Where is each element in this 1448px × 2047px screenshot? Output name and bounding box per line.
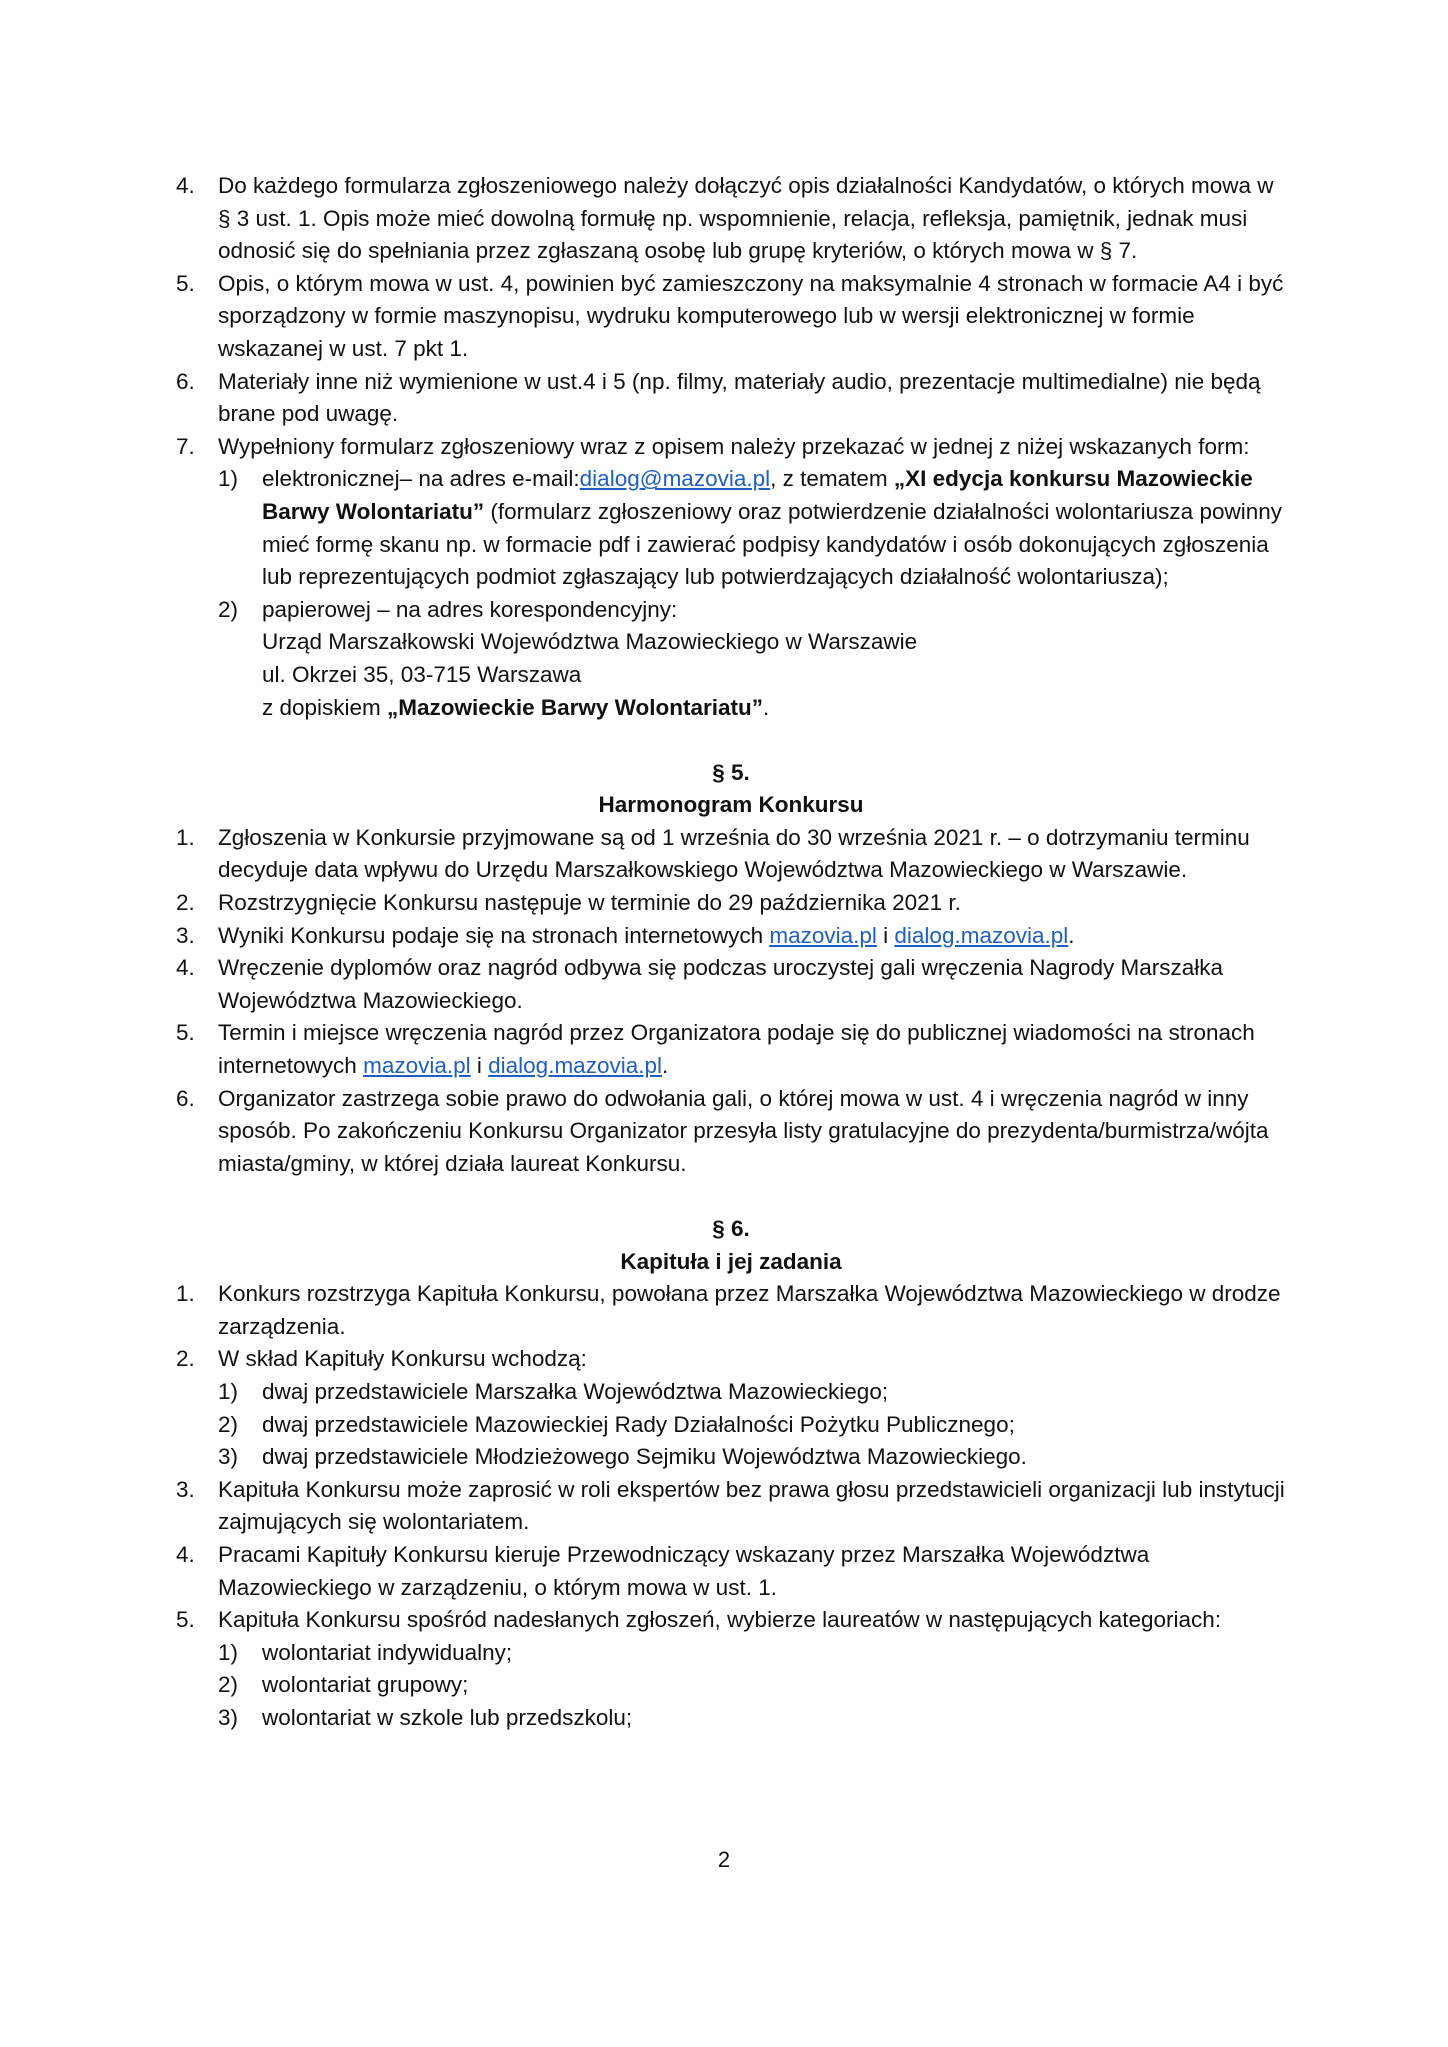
sub-item	[176, 1376, 1286, 1409]
list-item	[176, 952, 1286, 1017]
list-item	[176, 1278, 1286, 1343]
section-symbol	[176, 1213, 1286, 1246]
item-number: 4.	[176, 955, 195, 981]
item-number: 6.	[176, 368, 195, 394]
sub-item-number: 2)	[218, 1411, 239, 1437]
sub-item-text: , z tematem	[770, 466, 894, 492]
item-text: Pracami Kapituły Konkursu kieruje Przewodniczący wskazany przez Marszałka Województwa Mazowieckiego w zarządzeniu, o którym mowa w ust. 1.	[218, 1541, 1150, 1600]
item-number: 4.	[176, 1541, 195, 1567]
sub-item-number: 1)	[218, 1639, 239, 1665]
item-number: 4.	[176, 173, 195, 198]
sub-item-number: 3)	[218, 1704, 239, 1730]
address-line: Urząd Marszałkowski Województwa Mazowieckiego w Warszawie	[262, 629, 918, 655]
section-symbol-text: § 5.	[712, 759, 750, 785]
mazovia-link[interactable]: mazovia.pl	[769, 922, 877, 948]
item-text: i	[470, 1053, 489, 1079]
section-title-text: Kapituła i jej zadania	[620, 1248, 842, 1274]
list-item	[176, 822, 1286, 887]
item-text: .	[1068, 922, 1075, 948]
item-number: 7.	[176, 433, 195, 459]
mazovia-link[interactable]: mazovia.pl	[363, 1053, 471, 1079]
sub-item-number: 1)	[218, 1378, 239, 1404]
sub-item-paper	[176, 594, 1286, 627]
list-item	[176, 170, 1286, 268]
list-item	[176, 887, 1286, 920]
sub-item	[176, 1409, 1286, 1442]
item-text: Kapituła Konkursu spośród nadesłanych zgłoszeń, wybierze laureatów w następujących kategoriach:	[218, 1607, 1222, 1633]
item-text: Wypełniony formularz zgłoszeniowy wraz z opisem należy przekazać w jednej z niżej wskazanych form:	[218, 433, 1250, 459]
sub-item-number: 1)	[218, 466, 239, 492]
email-subject: „XI edycja konkursu Mazowieckie Barwy Wolontariatu”	[262, 466, 1253, 524]
item-number: 1.	[176, 1281, 195, 1307]
sub-item-text: wolontariat w szkole lub przedszkolu;	[262, 1704, 633, 1730]
list-item	[176, 366, 1286, 431]
sub-item	[176, 1669, 1286, 1702]
spacer	[176, 1180, 1286, 1213]
sub-item	[176, 1637, 1286, 1670]
list-item	[176, 1539, 1286, 1604]
sub-item-number: 2)	[218, 596, 239, 622]
dialog-mazovia-link[interactable]: dialog.mazovia.pl	[894, 922, 1069, 948]
dialog-mazovia-link[interactable]: dialog.mazovia.pl	[488, 1053, 662, 1079]
page-number: 2	[717, 1847, 731, 1872]
item-text: Wyniki Konkursu podaje się na stronach internetowych	[218, 922, 770, 948]
sub-item-electronic	[176, 463, 1286, 593]
email-link[interactable]: dialog@mazovia.pl	[579, 466, 771, 492]
list-item	[176, 920, 1286, 953]
address-note	[176, 692, 1286, 725]
item-number: 5.	[176, 270, 195, 296]
item-number: 2.	[176, 890, 195, 916]
spacer	[176, 724, 1286, 757]
item-number: 1.	[176, 824, 195, 850]
item-text: Kapituła Konkursu może zaprosić w roli ekspertów bez prawa głosu przedstawicieli organizacji lub instytucji zajmujących się wolontariatem.	[218, 1476, 1285, 1535]
item-number: 2.	[176, 1346, 195, 1372]
sub-item-text: papierowej – na adres korespondencyjny:	[262, 596, 678, 622]
sub-item-text: dwaj przedstawiciele Marszałka Województwa Mazowieckiego;	[262, 1378, 889, 1404]
document-body	[176, 170, 1286, 1735]
list-item	[176, 1604, 1286, 1637]
item-text: Opis, o którym mowa w ust. 4, powinien być zamieszczony na maksymalnie 4 stronach w formacie A4 i być sporządzony w formie maszynopisu, wydruku komputerowego lub w wersji elektronicznej w formie wskazanej w ust. 7 pkt 1.	[218, 270, 1284, 361]
item-text: Wręczenie dyplomów oraz nagród odbywa się podczas uroczystej gali wręczenia Nagrody Marszałka Województwa Mazowieckiego.	[218, 955, 1224, 1013]
note-prefix: z dopiskiem	[262, 694, 388, 720]
item-text: Organizator zastrzega sobie prawo do odwołania gali, o której mowa w ust. 4 i wręczenia nagród w inny sposób. Po zakończeniu Konkursu Organizator przesyła listy gratulacyjne do prezydenta/burmistrza/wójta miasta/gminy, w której działa laureat Konkursu.	[218, 1085, 1269, 1176]
section-title-text: Harmonogram Konkursu	[598, 792, 864, 818]
item-text: Do każdego formularza zgłoszeniowego należy dołączyć opis działalności Kandydatów, o których mowa w § 3 ust. 1. Opis może mieć dowolną formułę np. wspomnienie, relacja, refleksja, pamiętnik, jednak musi odnosić się do spełniania przez zgłaszaną osobę lub grupę kryteriów, o których mowa w § 7.	[218, 173, 1274, 264]
item-number: 3.	[176, 922, 195, 948]
address-line: ul. Okrzei 35, 03-715 Warszawa	[262, 661, 582, 687]
note-bold: „Mazowieckie Barwy Wolontariatu”	[387, 694, 763, 720]
sub-item	[176, 1441, 1286, 1474]
sub-item-text: wolontariat grupowy;	[262, 1672, 469, 1698]
item-text: i	[876, 922, 895, 948]
list-item	[176, 1474, 1286, 1539]
item-text: Termin i miejsce wręczenia nagród przez Organizatora podaje się do publicznej wiadomości na stronach internetowych	[218, 1020, 1255, 1079]
section-symbol	[176, 757, 1286, 790]
sub-item-text: elektronicznej– na adres e-mail:	[262, 466, 580, 492]
note-suffix: .	[762, 694, 770, 720]
item-number: 5.	[176, 1020, 195, 1046]
sub-item-text: dwaj przedstawiciele Młodzieżowego Sejmiku Województwa Mazowieckiego.	[262, 1444, 1027, 1470]
item-number: 3.	[176, 1476, 195, 1502]
sub-item-text: wolontariat indywidualny;	[262, 1639, 513, 1665]
list-item	[176, 1083, 1286, 1181]
list-item	[176, 1343, 1286, 1376]
list-item	[176, 1017, 1286, 1082]
item-text: Rozstrzygnięcie Konkursu następuje w terminie do 29 października 2021 r.	[218, 890, 961, 916]
list-item	[176, 431, 1286, 464]
sub-item-text: (formularz zgłoszeniowy oraz potwierdzenie działalności wolontariusza powinny mieć formę skanu np. w formacie pdf i zawierać podpisy kandydatów i osób dokonujących zgłoszenia lub reprezentujących podmiot zgłaszający lub potwierdzających działalność wolontariusza);	[262, 498, 1282, 590]
item-number: 5.	[176, 1607, 195, 1633]
item-text: Zgłoszenia w Konkursie przyjmowane są od 1 września do 30 września 2021 r. – o dotrzymaniu terminu decyduje data wpływu do Urzędu Marszałkowskiego Województwa Mazowieckiego w Warszawie.	[218, 824, 1250, 883]
sub-item-number: 3)	[218, 1444, 239, 1470]
list-item	[176, 268, 1286, 366]
sub-item	[176, 1702, 1286, 1735]
item-text: Materiały inne niż wymienione w ust.4 i 5 (np. filmy, materiały audio, prezentacje multimedialne) nie będą brane pod uwagę.	[218, 368, 1261, 427]
item-text: Konkurs rozstrzyga Kapituła Konkursu, powołana przez Marszałka Województwa Mazowieckiego w drodze zarządzenia.	[218, 1281, 1281, 1339]
item-number: 6.	[176, 1085, 195, 1111]
section-title	[176, 1246, 1286, 1279]
section-title	[176, 789, 1286, 822]
section-symbol-text: § 6.	[712, 1216, 750, 1241]
sub-item-text: dwaj przedstawiciele Mazowieckiej Rady Działalności Pożytku Publicznego;	[262, 1411, 1015, 1437]
item-text: .	[662, 1053, 669, 1079]
item-text: W skład Kapituły Konkursu wchodzą:	[218, 1346, 587, 1372]
sub-item-number: 2)	[218, 1672, 239, 1698]
